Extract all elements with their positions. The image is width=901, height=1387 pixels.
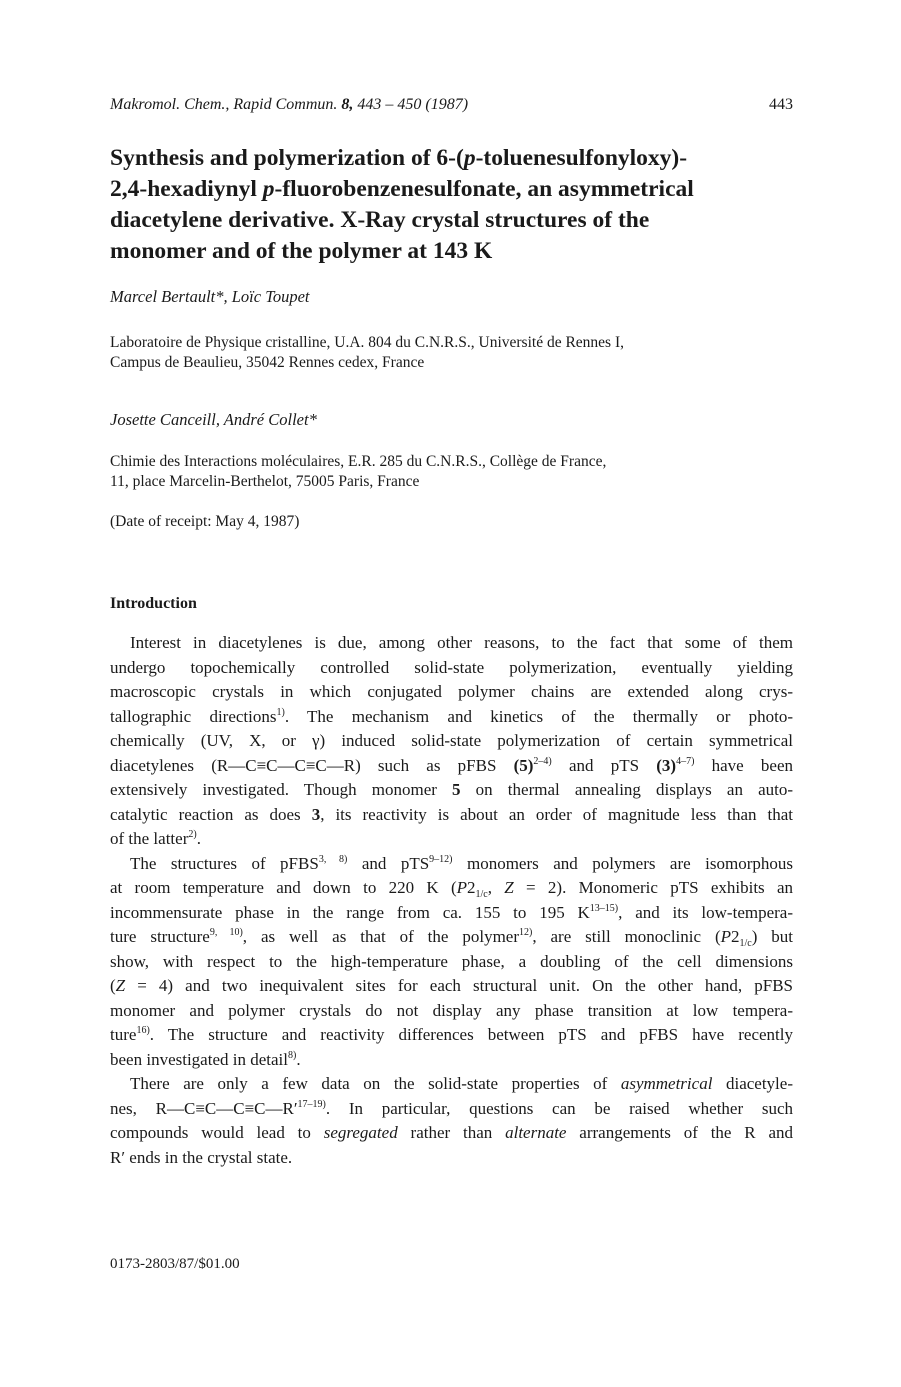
paragraph-2 <box>110 852 793 1073</box>
text-line: compounds would lead to segregated rather than alternate arrangements of the R and <box>110 1123 793 1142</box>
text-line: undergo topochemically controlled solid-state polymerization, eventually yielding <box>110 657 793 677</box>
title-line: monomer and of the polymer at 143 K <box>110 238 493 264</box>
text-line: diacetylenes (R—C≡C—C≡C—R) such as pFBS $(5)^{2-4)}$ and pTS $(3)^{4-7)}$ have been <box>110 755 793 775</box>
text-line: Interest in diacetylenes is due, among other reasons, to the fact that some of them <box>130 633 793 652</box>
text-line: chemically (UV, X, or γ) induced solid-state polymerization of certain symmetrical <box>110 731 793 750</box>
affiliation-2 <box>110 452 793 492</box>
page-number: 443 <box>769 96 793 113</box>
title-line: diacetylene derivative. X-Ray crystal structures of the <box>110 207 650 233</box>
author-group-2: Josette Canceill, André Collet* <box>110 410 317 429</box>
text-line: R′ ends in the crystal state. <box>110 1147 293 1167</box>
journal-citation: Makromol. Chem., Rapid Commun. 8, 443 – 450 (1987) <box>110 96 469 113</box>
text-line: (Z = 4) and two inequivalent sites for each structural unit. On the other hand, pFBS <box>110 976 793 995</box>
running-header <box>110 95 793 115</box>
affiliation-line: Campus de Beaulieu, 35042 Rennes cedex, France <box>110 354 425 371</box>
text-line: nes, $R—C\equiv C—C\equiv C—R'^{17-19)}$. In particular, questions can be raised whether such <box>110 1098 793 1118</box>
text-line: show, with respect to the high-temperature phase, a doubling of the cell dimensions <box>110 951 793 971</box>
section-heading: Introduction <box>110 595 197 612</box>
text-line: monomer and polymer crystals do not display any phase transition at low tempera- <box>110 1000 793 1020</box>
paragraph-1 <box>110 631 793 852</box>
text-line: at room temperature and down to 220 K ($P2_{1/c}$, Z = 2). Monomeric pTS exhibits an <box>110 878 794 900</box>
text-line: The structures of pFBS$^{3, 8)}$ and pTS$^{9-12)}$ monomers and polymers are isomorphous <box>130 853 793 873</box>
text-line: ture$^{16)}$. The structure and reactivity differences between pTS and pFBS have recently <box>110 1025 793 1044</box>
affiliation-1 <box>110 333 793 373</box>
title-line: 2,4-hexadiynyl p-fluorobenzenesulfonate, an asymmetrical <box>110 176 694 202</box>
text-line: extensively investigated. Though monomer 5 on thermal annealing displays an auto- <box>110 780 793 799</box>
affiliation-line: Chimie des Interactions moléculaires, E.R. 285 du C.N.R.S., Collège de France, <box>110 453 607 470</box>
text-line: macroscopic crystals in which conjugated polymer chains are extended along crys- <box>110 682 793 701</box>
title-line: Synthesis and polymerization of 6-(p-toluenesulfonyloxy)- <box>110 145 688 171</box>
receipt-date: (Date of receipt: May 4, 1987) <box>110 513 300 530</box>
author-group-1: Marcel Bertault*, Loïc Toupet <box>110 287 310 306</box>
text-line: tallographic directions$^{1)}$. The mechanism and kinetics of the thermally or photo- <box>110 706 793 726</box>
text-line: been investigated in detail$^{8)}$. <box>110 1049 301 1069</box>
text-line: There are only a few data on the solid-state properties of asymmetrical diacetyle- <box>130 1074 793 1093</box>
body-text <box>110 631 793 1170</box>
text-line: ture structure$^{9, 10)}$, as well as that of the polymer$^{12)}$, are still monoclinic $(P2_{1/c})$ but <box>110 927 794 949</box>
text-line: catalytic reaction as does 3, its reactivity is about an order of magnitude less than that <box>110 804 793 824</box>
text-line: incommensurate phase in the range from ca. 155 to 195 $K^{13-15)}$, and its low-tempera- <box>110 902 793 922</box>
footer-code: 0173-2803/87/$01.00 <box>110 1256 240 1272</box>
affiliation-line: 11, place Marcelin-Berthelot, 75005 Paris, France <box>110 473 420 490</box>
affiliation-line: Laboratoire de Physique cristalline, U.A. 804 du C.N.R.S., Université de Rennes I, <box>110 334 624 351</box>
paragraph-3 <box>110 1072 793 1170</box>
article-title <box>110 143 793 267</box>
text-line: of the latter$^{2)}$. <box>110 829 201 848</box>
